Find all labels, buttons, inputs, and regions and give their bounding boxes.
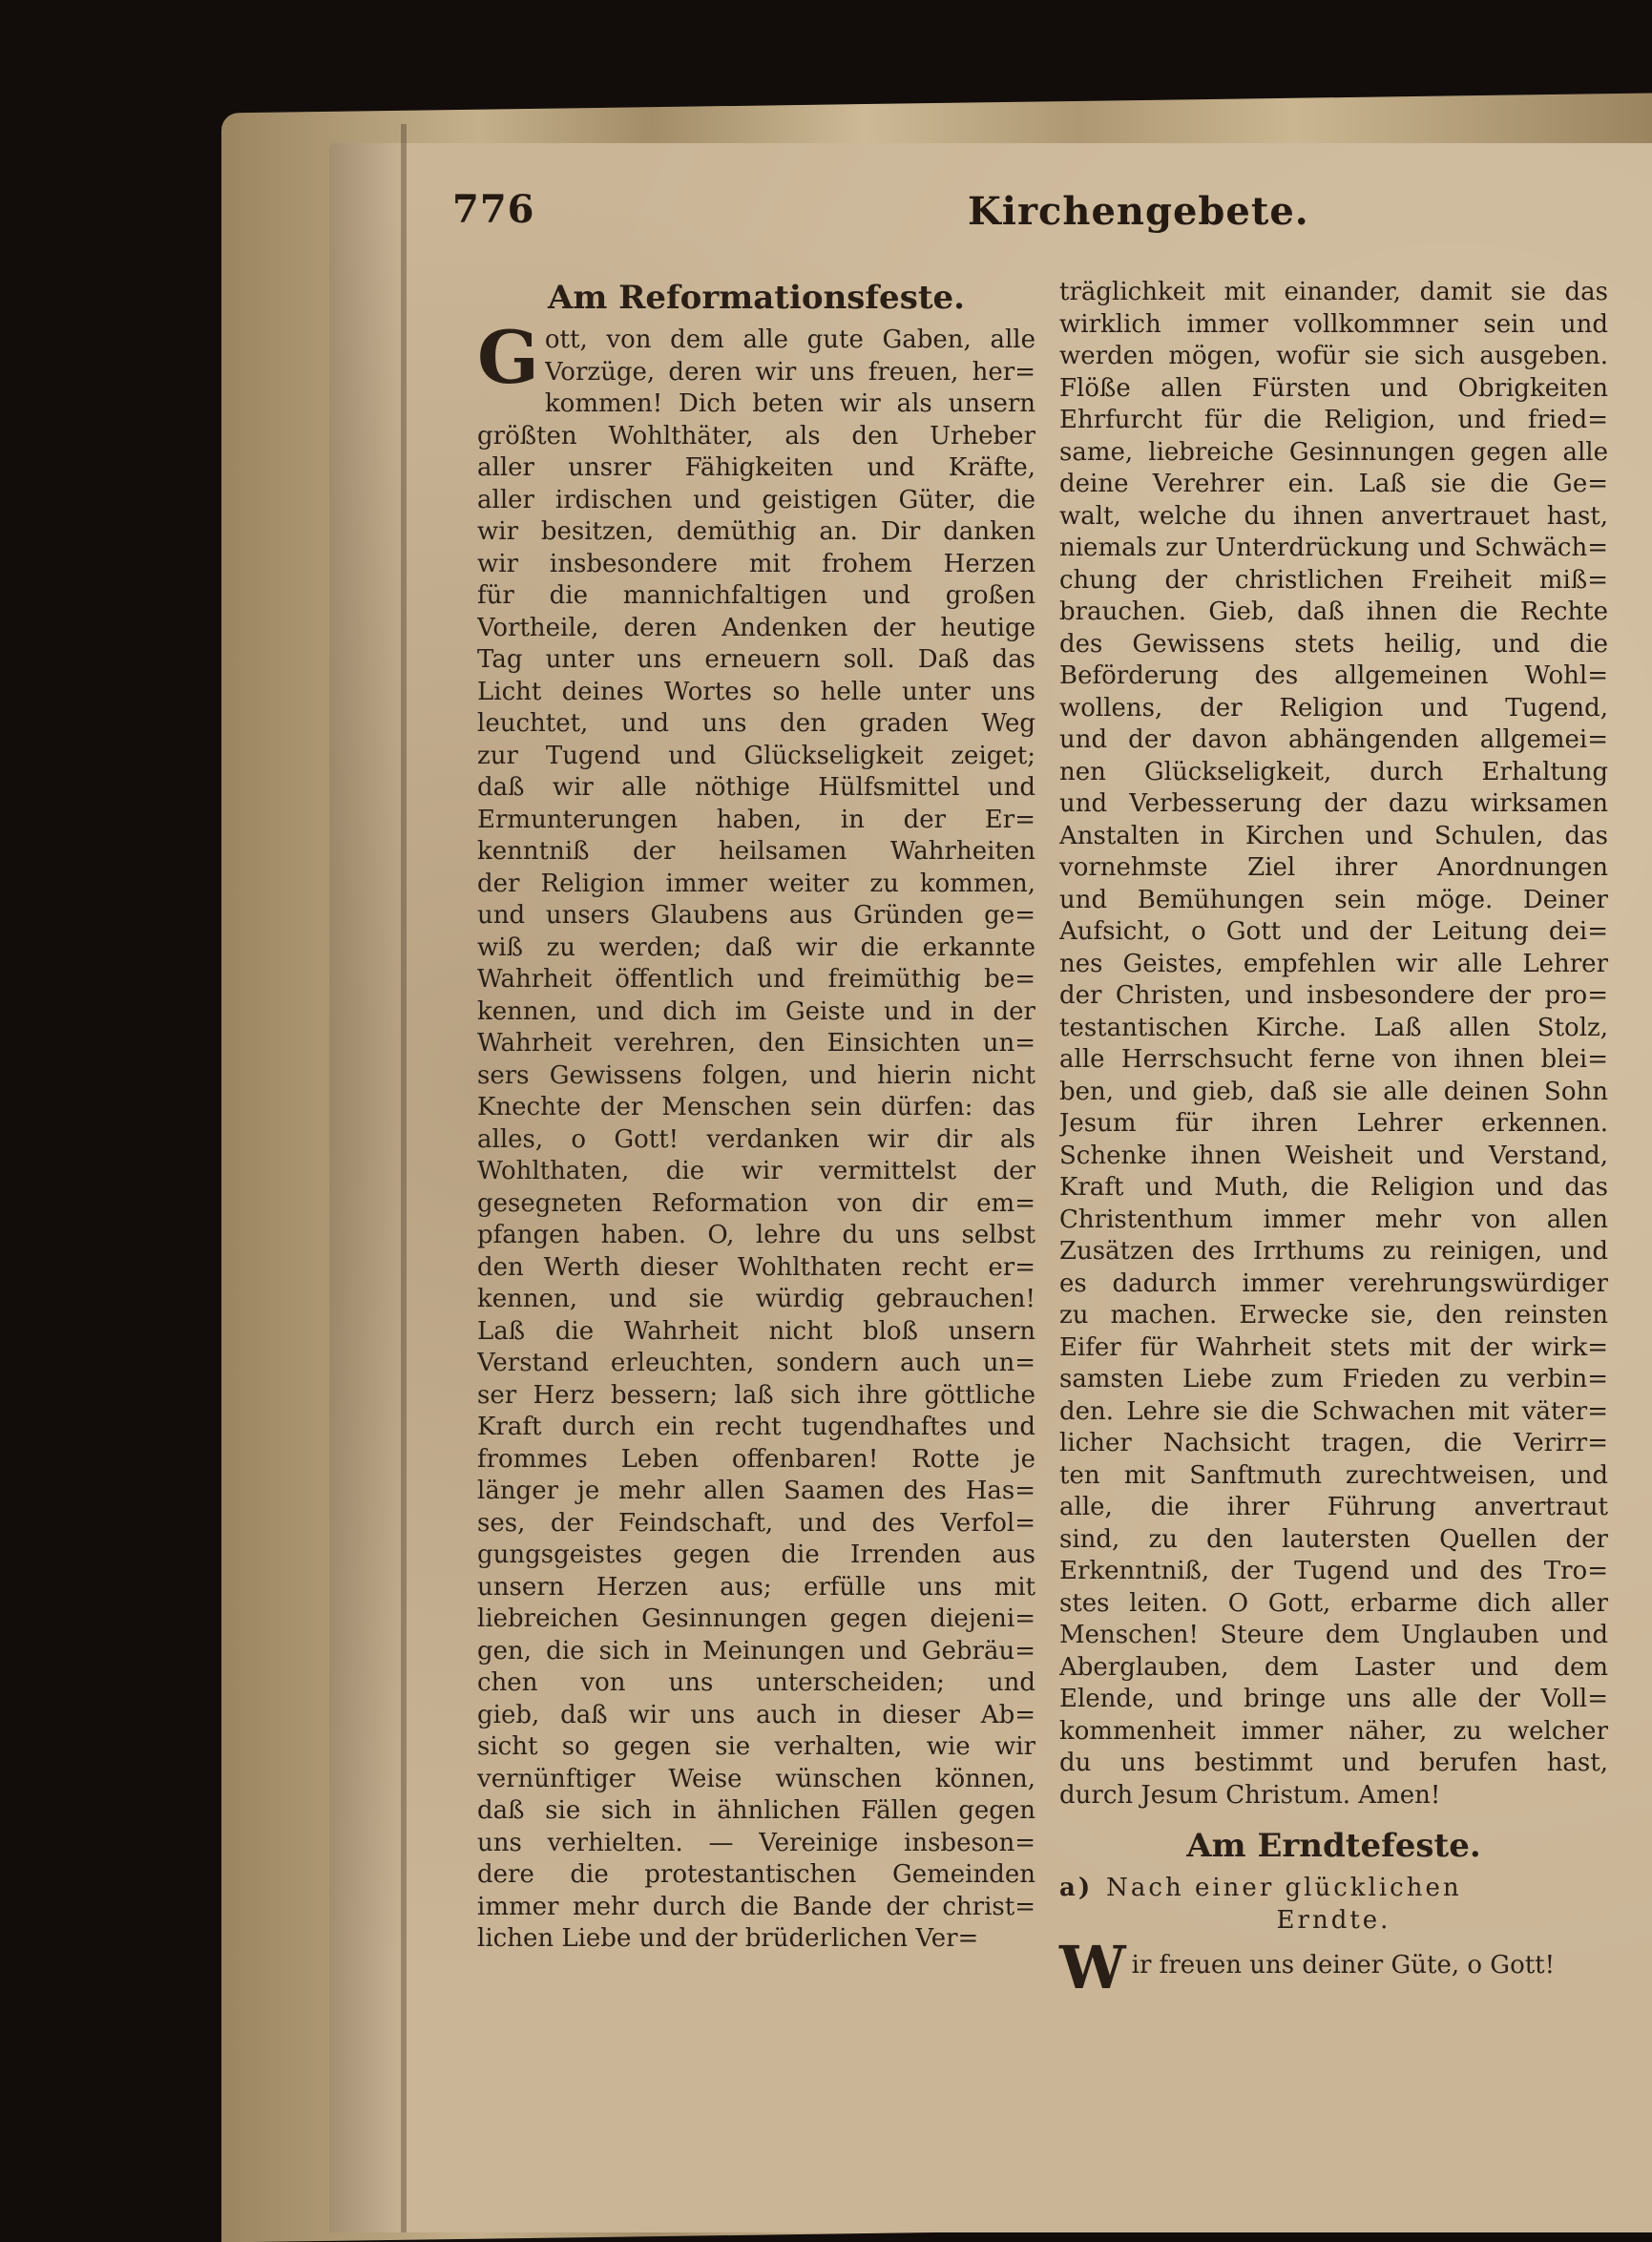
- text-line: und der davon abhängenden allgemei=: [1059, 725, 1608, 754]
- text-line: Elende, und bringe uns alle der Voll=: [1059, 1685, 1608, 1713]
- text-line: Knechte der Menschen sein dürfen: das: [477, 1093, 1035, 1121]
- left-column: [477, 277, 1035, 1956]
- text-line: gen, die sich in Meinungen und Gebräu=: [477, 1636, 1035, 1666]
- text-line: den Werth dieser Wohlthaten recht er=: [477, 1252, 1035, 1282]
- section-title-harvest: Am Erndtefeste.: [1186, 1827, 1481, 1865]
- text-line: der Religion immer weiter zu kommen,: [477, 869, 1035, 898]
- text-line: kommen! Dich beten wir als unsern: [544, 389, 1035, 418]
- text-line: es dadurch immer verehrungswürdiger: [1059, 1268, 1608, 1298]
- text-line: wir besitzen, demüthig an. Dir danken: [477, 517, 1035, 546]
- text-line: Vortheile, deren Andenken der heutige: [477, 613, 1035, 642]
- text-line: stes leiten. O Gott, erbarme dich aller: [1059, 1588, 1608, 1618]
- drop-cap-2: W: [1059, 1933, 1126, 2002]
- text-line: Aufsicht, o Gott und der Leitung dei=: [1059, 917, 1608, 946]
- text-line: der Christen, und insbesondere der pro=: [1059, 981, 1608, 1010]
- text-line: liebreichen Gesinnungen gegen diejeni=: [477, 1604, 1035, 1633]
- text-line: wollens, der Religion und Tugend,: [1059, 693, 1608, 723]
- subheading-line-1: [1059, 1873, 1608, 1905]
- text-line: sers Gewissens folgen, und hierin nicht: [477, 1060, 1035, 1090]
- right-column: [1059, 277, 1608, 2002]
- text-line: lichen Liebe und der brüderlichen Ver=: [477, 1924, 979, 1953]
- text-line: Zusätzen des Irrthums zu reinigen, und: [1059, 1237, 1608, 1266]
- subsection-marker: a): [1059, 1874, 1094, 1902]
- text-line: niemals zur Unterdrückung und Schwäch=: [1059, 534, 1608, 562]
- text-line: ten mit Sanftmuth zurechtweisen, und: [1059, 1460, 1608, 1490]
- text-line: Kraft und Muth, die Religion und das: [1059, 1173, 1608, 1202]
- text-line: größten Wohlthäter, als den Urheber: [477, 421, 1035, 450]
- text-line: daß sie sich in ähnlichen Fällen gegen: [477, 1796, 1035, 1825]
- drop-cap: G: [477, 315, 539, 400]
- text-line: ses, der Feindschaft, und des Verfol=: [477, 1508, 1035, 1538]
- prayer-text-right: [1059, 277, 1608, 1812]
- text-line: aller irdischen und geistigen Güter, die: [477, 485, 1035, 514]
- text-line: ben, und gieb, daß sie alle deinen Sohn: [1059, 1077, 1608, 1106]
- text-line: Licht deines Wortes so helle unter uns: [477, 677, 1035, 706]
- text-line: du uns bestimmt und berufen hast,: [1059, 1749, 1608, 1777]
- text-line: chung der christlichen Freiheit miß=: [1059, 565, 1608, 595]
- text-line: gieb, daß wir uns auch in dieser Ab=: [477, 1700, 1035, 1729]
- text-line: träglichkeit mit einander, damit sie das: [1059, 278, 1608, 306]
- text-line: frommes Leben offenbaren! Rotte je: [477, 1444, 1035, 1474]
- text-line: alle Herrschsucht ferne von ihnen blei=: [1059, 1045, 1608, 1074]
- page-gutter: [401, 124, 407, 2232]
- text-line: kennen, und dich im Geiste und in der: [477, 996, 1035, 1026]
- text-line: durch Jesum Christum. Amen!: [1059, 1780, 1441, 1810]
- text-line: Menschen! Steure dem Unglauben und: [1059, 1621, 1608, 1649]
- text-line: immer mehr durch die Bande der christ=: [477, 1892, 1035, 1921]
- subheading-line-2: Erndte.: [1276, 1905, 1391, 1935]
- text-line: aller unsrer Fähigkeiten und Kräfte,: [477, 453, 1035, 482]
- text-line: gesegneten Reformation von dir em=: [477, 1188, 1035, 1218]
- text-line: vornehmste Ziel ihrer Anordnungen: [1059, 853, 1608, 882]
- text-line: Ermunterungen haben, in der Er=: [477, 805, 1035, 834]
- text-line: Anstalten in Kirchen und Schulen, das: [1059, 821, 1608, 850]
- text-line: Christenthum immer mehr von allen: [1059, 1205, 1608, 1234]
- text-line: und unsers Glaubens aus Gründen ge=: [477, 901, 1035, 930]
- text-line: länger je mehr allen Saamen des Has=: [477, 1477, 1035, 1505]
- text-line: ott, von dem alle gute Gaben, alle: [544, 325, 1035, 354]
- text-line: Schenke ihnen Weisheit und Verstand,: [1059, 1141, 1608, 1170]
- text-line: leuchtet, und uns den graden Weg: [477, 709, 1035, 738]
- text-line: Flöße allen Fürsten und Obrigkeiten: [1059, 373, 1608, 403]
- page-number: 776: [452, 187, 535, 232]
- text-line: Eifer für Wahrheit stets mit der wirk=: [1059, 1332, 1608, 1362]
- text-line: licher Nachsicht tragen, die Verirr=: [1059, 1429, 1608, 1457]
- text-line: gungsgeistes gegen die Irrenden aus: [477, 1540, 1035, 1569]
- text-line: pfangen haben. O, lehre du uns selbst: [477, 1221, 1035, 1249]
- text-line: Wahrheit verehren, den Einsichten un=: [477, 1029, 1035, 1058]
- text-line: alle, die ihrer Führung anvertraut: [1059, 1493, 1608, 1521]
- text-line: same, liebreiche Gesinnungen gegen alle: [1059, 437, 1608, 467]
- text-line: walt, welche du ihnen anvertrauet hast,: [1059, 501, 1608, 531]
- text-line: des Gewissens stets heilig, und die: [1059, 629, 1608, 659]
- text-line: wiß zu werden; daß wir die erkannte: [477, 932, 1035, 962]
- text-line: Verstand erleuchten, sondern auch un=: [477, 1349, 1035, 1377]
- text-line: Erkenntniß, der Tugend und des Tro=: [1059, 1557, 1608, 1585]
- text-line: unsern Herzen aus; erfülle uns mit: [477, 1572, 1035, 1602]
- text-line: kommenheit immer näher, zu welcher: [1059, 1716, 1608, 1746]
- text-line: Ehrfurcht für die Religion, und fried=: [1059, 406, 1608, 434]
- page-header: [452, 187, 1636, 248]
- running-head: Kirchengebete.: [968, 189, 1309, 234]
- text-line: Aberglauben, dem Laster und dem: [1059, 1652, 1608, 1682]
- text-line: wirklich immer vollkommner sein und: [1059, 309, 1608, 339]
- text-line: ir freuen uns deiner Güte, o Gott!: [1131, 1951, 1556, 1980]
- prayer-text-left: [477, 315, 1035, 1956]
- text-line: Wahrheit öffentlich und freimüthig be=: [477, 965, 1035, 994]
- text-line: wir insbesondere mit frohem Herzen: [477, 549, 1035, 578]
- text-line: Jesum für ihren Lehrer erkennen.: [1059, 1109, 1608, 1138]
- text-line: Kraft durch ein recht tugendhaftes und: [477, 1413, 1035, 1441]
- text-line: nes Geistes, empfehlen wir alle Lehrer: [1059, 949, 1608, 978]
- text-line: testantischen Kirche. Laß allen Stolz,: [1059, 1013, 1608, 1042]
- text-line: kenntniß der heilsamen Wahrheiten: [477, 837, 1035, 866]
- text-line: und Bemühungen sein möge. Deiner: [1059, 885, 1608, 914]
- text-line: zur Tugend und Glückseligkeit zeiget;: [477, 741, 1035, 770]
- text-line: vernünftiger Weise wünschen können,: [477, 1764, 1035, 1793]
- text-line: sind, zu den lautersten Quellen der: [1059, 1524, 1608, 1554]
- text-line: den. Lehre sie die Schwachen mit väter=: [1059, 1396, 1608, 1426]
- text-line: chen von uns unterscheiden; und: [477, 1668, 1035, 1697]
- text-line: Tag unter uns erneuern soll. Daß das: [477, 645, 1035, 674]
- text-line: für die mannichfaltigen und großen: [477, 581, 1035, 610]
- text-line: alles, o Gott! verdanken wir dir als: [477, 1124, 1035, 1154]
- text-line: Beförderung des allgemeinen Wohl=: [1059, 661, 1608, 690]
- text-line: werden mögen, wofür sie sich ausgeben.: [1059, 342, 1608, 370]
- text-line: kennen, und sie würdig gebrauchen!: [477, 1285, 1035, 1313]
- text-line: ser Herz bessern; laß sich ihre göttliche: [477, 1380, 1035, 1410]
- text-line: Vorzüge, deren wir uns freuen, her=: [544, 357, 1035, 387]
- text-line: Laß die Wahrheit nicht bloß unsern: [477, 1316, 1035, 1346]
- text-line: daß wir alle nöthige Hülfsmittel und: [477, 773, 1035, 802]
- text-line: samsten Liebe zum Frieden zu verbin=: [1059, 1365, 1608, 1393]
- text-line: dere die protestantischen Gemeinden: [477, 1860, 1035, 1889]
- harvest-prayer-start: [1059, 1933, 1608, 2002]
- text-line: zu machen. Erwecke sie, den reinsten: [1059, 1301, 1608, 1330]
- text-line: deine Verehrer ein. Laß sie die Ge=: [1059, 470, 1608, 498]
- text-line: und Verbesserung der dazu wirksamen: [1059, 789, 1608, 818]
- section-title-reformation: Am Reformationsfeste.: [547, 279, 966, 317]
- text-line: Wohlthaten, die wir vermittelst der: [477, 1157, 1035, 1185]
- text-line: nen Glückseligkeit, durch Erhaltung: [1059, 757, 1608, 786]
- subheading-text-1: Nach einer glücklichen: [1106, 1874, 1462, 1902]
- text-line: sicht so gegen sie verhalten, wie wir: [477, 1732, 1035, 1761]
- text-line: uns verhielten. — Vereinige insbeson=: [477, 1828, 1035, 1857]
- text-line: brauchen. Gieb, daß ihnen die Rechte: [1059, 597, 1608, 626]
